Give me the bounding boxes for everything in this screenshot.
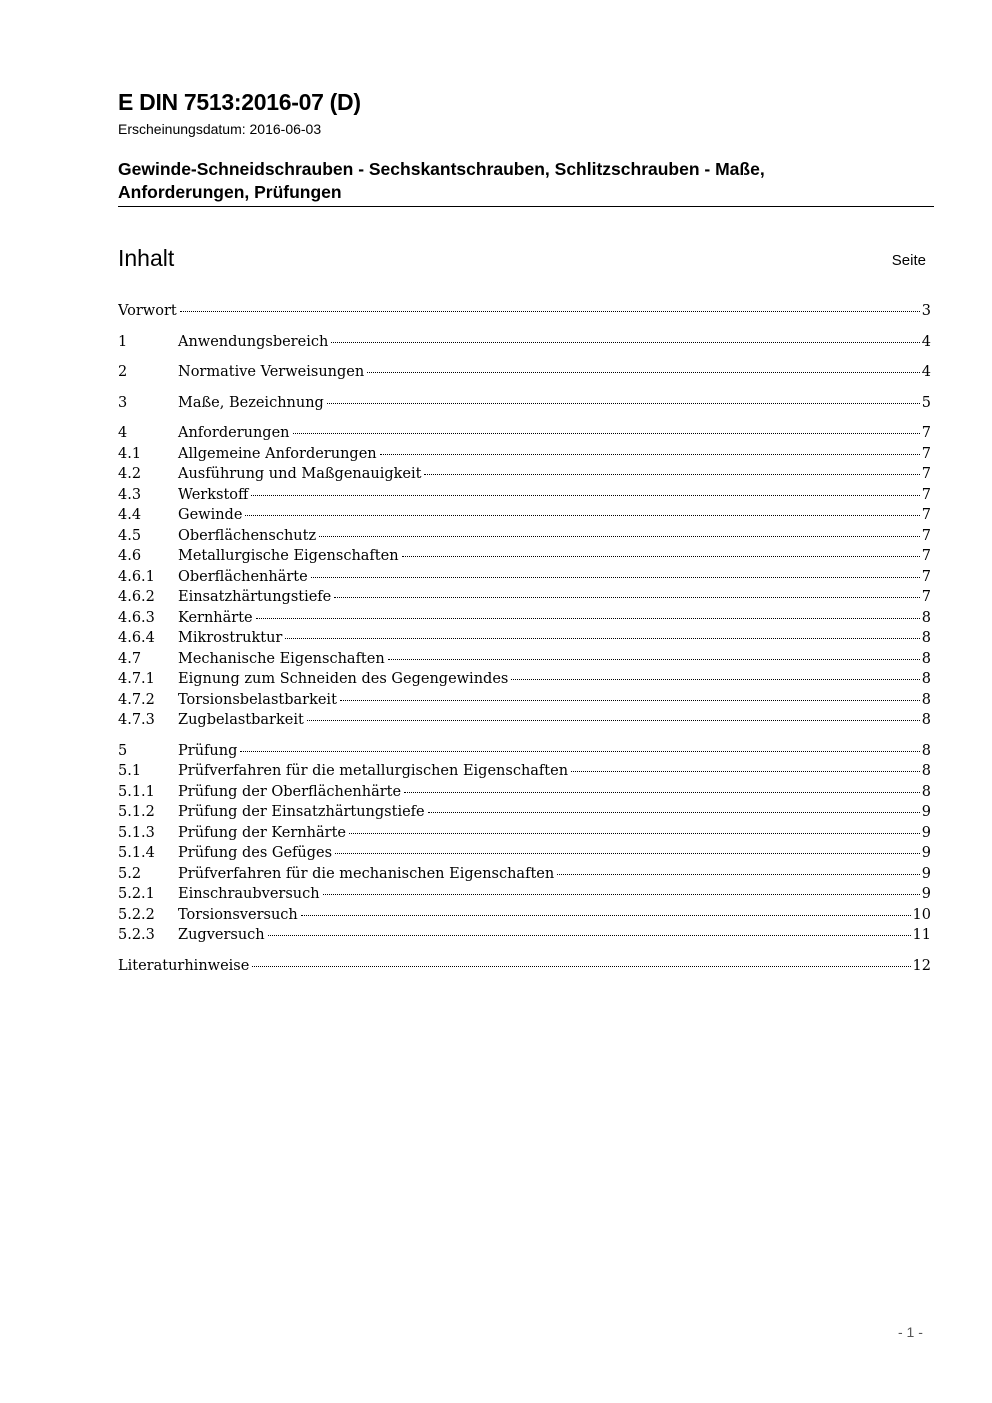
toc-dot-leader xyxy=(251,495,919,496)
toc-entry[interactable] xyxy=(118,782,931,803)
toc-entry-page: 7 xyxy=(921,445,931,462)
toc-dot-leader xyxy=(388,659,920,660)
toc-entry-page: 7 xyxy=(921,527,931,544)
toc-entry-page: 7 xyxy=(921,548,931,564)
toc-entry-number: 1 xyxy=(118,333,128,350)
toc-entry-number: 5.1.4 xyxy=(118,845,155,861)
toc-entry-page: 8 xyxy=(921,763,931,779)
toc-dot-leader xyxy=(334,597,920,598)
document-subtitle: Gewinde-Schneidschrauben - Sechskantschrauben, Schlitzschrauben - Maße, Anforderungen, Prüfungen xyxy=(118,159,765,202)
toc-entry[interactable] xyxy=(118,485,931,506)
toc-entry-page: 7 xyxy=(921,486,931,503)
toc-entry-title: Mikrostruktur xyxy=(178,630,283,646)
toc-entry-number: 4.7.2 xyxy=(118,691,155,708)
toc-entry-title: Zugversuch xyxy=(178,927,265,943)
toc-entry-page: 10 xyxy=(912,906,931,923)
toc-entry[interactable] xyxy=(118,669,931,690)
toc-heading: Inhalt xyxy=(118,245,175,271)
toc-entry[interactable] xyxy=(118,608,931,629)
toc-entry-number: 4.6.2 xyxy=(118,589,155,605)
toc-entry-title: Gewinde xyxy=(178,507,243,523)
toc-entry-title: Prüfung des Gefüges xyxy=(178,845,333,861)
toc-entry-number: 4.6 xyxy=(118,548,142,564)
toc-dot-leader xyxy=(511,679,919,680)
toc-entry-title: Zugbelastbarkeit xyxy=(178,712,304,728)
toc-entry-number: 4.7 xyxy=(118,650,142,667)
toc-entry-number: 5.1 xyxy=(118,763,142,779)
toc-entry-number: 5 xyxy=(118,742,128,759)
toc-entry-title: Literaturhinweise xyxy=(118,957,250,974)
toc-dot-leader xyxy=(307,720,920,721)
toc-entry-number: 4.3 xyxy=(118,486,142,503)
toc-entry-number: 5.1.2 xyxy=(118,804,155,820)
toc-entry-title: Prüfung der Oberflächenhärte xyxy=(178,783,402,800)
toc-entry[interactable] xyxy=(118,802,931,823)
toc-entry-number: 4.7.1 xyxy=(118,671,155,687)
toc-entry-title: Werkstoff xyxy=(178,486,249,503)
toc-entry-title: Einschraubversuch xyxy=(178,886,320,902)
toc-entry-number: 4.1 xyxy=(118,445,142,462)
toc-entry-page: 8 xyxy=(921,742,931,759)
toc-entry-title: Prüfung der Kernhärte xyxy=(178,824,346,841)
toc-entry-title: Normative Verweisungen xyxy=(178,364,365,380)
toc-entry-page: 11 xyxy=(912,927,931,943)
toc-entry-page: 3 xyxy=(921,303,931,319)
toc-entry-title: Prüfung xyxy=(178,742,238,759)
toc-dot-leader xyxy=(557,874,920,875)
toc-entry-page: 7 xyxy=(921,466,931,482)
toc-entry-title: Oberflächenhärte xyxy=(178,568,308,585)
toc-entry[interactable] xyxy=(118,444,931,465)
toc-entry-title: Einsatzhärtungstiefe xyxy=(178,589,332,605)
toc-dot-leader xyxy=(571,771,920,772)
toc-dot-leader xyxy=(327,403,920,404)
toc-entry-number: 4.2 xyxy=(118,466,142,482)
toc-entry-title: Ausführung und Maßgenauigkeit xyxy=(178,466,422,482)
toc-dot-leader xyxy=(367,372,920,373)
toc-entry-title: Anwendungsbereich xyxy=(178,333,329,350)
toc-page-column-label: Seite xyxy=(891,252,926,269)
toc-entry-title: Torsionsversuch xyxy=(178,906,298,923)
toc-entry[interactable] xyxy=(118,956,931,977)
toc-entry-title: Prüfverfahren für die metallurgischen Eigenschaften xyxy=(178,763,569,779)
toc-entry-title: Mechanische Eigenschaften xyxy=(178,650,385,667)
toc-dot-leader xyxy=(268,935,911,936)
toc-entry[interactable] xyxy=(118,649,931,670)
toc-entry[interactable] xyxy=(118,332,931,353)
toc-entry[interactable] xyxy=(118,526,931,547)
toc-entry-number: 4.4 xyxy=(118,507,142,523)
toc-entry-title: Metallurgische Eigenschaften xyxy=(178,548,399,564)
toc-entry[interactable] xyxy=(118,761,931,782)
toc-entry-page: 9 xyxy=(921,886,931,902)
toc-entry-number: 5.1.3 xyxy=(118,824,155,841)
toc-entry[interactable] xyxy=(118,587,931,608)
toc-entry[interactable] xyxy=(118,823,931,844)
toc-entry-page: 8 xyxy=(921,712,931,728)
toc-entry-number: 4.6.4 xyxy=(118,630,155,646)
toc-dot-leader xyxy=(180,311,920,312)
toc-entry-page: 8 xyxy=(921,691,931,708)
toc-entry-number: 4.6.1 xyxy=(118,568,155,585)
toc-entry[interactable] xyxy=(118,362,931,383)
toc-dot-leader xyxy=(252,966,910,967)
toc-entry[interactable] xyxy=(118,546,931,567)
toc-dot-leader xyxy=(340,700,920,701)
toc-entry[interactable] xyxy=(118,741,931,762)
toc-entry-page: 7 xyxy=(921,507,931,523)
toc-dot-leader xyxy=(245,515,919,516)
toc-entry-page: 7 xyxy=(921,568,931,585)
page-number: - 1 - xyxy=(898,1324,923,1340)
toc-entry-page: 4 xyxy=(921,364,931,380)
toc-entry-page: 8 xyxy=(921,609,931,626)
toc-entry-number: 4.5 xyxy=(118,527,142,544)
toc-entry[interactable] xyxy=(118,864,931,885)
toc-entry-number: 3 xyxy=(118,394,128,411)
toc-entry-number: 4.7.3 xyxy=(118,712,155,728)
toc-entry-number: 5.2.2 xyxy=(118,906,155,923)
toc-dot-leader xyxy=(311,577,920,578)
toc-entry-number: 4.6.3 xyxy=(118,609,155,626)
toc-entry[interactable] xyxy=(118,393,931,414)
toc-dot-leader xyxy=(402,556,920,557)
toc-dot-leader xyxy=(293,433,920,434)
toc-entry-title: Vorwort xyxy=(118,303,177,319)
toc-dot-leader xyxy=(349,833,920,834)
toc-entry-page: 9 xyxy=(921,845,931,861)
toc-entry[interactable] xyxy=(118,567,931,588)
toc-entry-page: 7 xyxy=(921,425,931,441)
toc-entry-page: 7 xyxy=(921,589,931,605)
toc-entry-title: Maße, Bezeichnung xyxy=(178,394,324,411)
toc-entry-title: Oberflächenschutz xyxy=(178,527,317,544)
toc-entry[interactable] xyxy=(118,301,931,322)
toc-dot-leader xyxy=(404,792,920,793)
toc-entry-number: 2 xyxy=(118,364,128,380)
toc-entry[interactable] xyxy=(118,905,931,926)
toc-dot-leader xyxy=(319,536,920,537)
document-title: E DIN 7513:2016-07 (D) xyxy=(118,89,361,115)
toc-entry[interactable] xyxy=(118,423,931,444)
toc-entry[interactable] xyxy=(118,505,931,526)
toc-entry-page: 8 xyxy=(921,650,931,667)
toc-entry-page: 12 xyxy=(912,957,931,974)
toc-dot-leader xyxy=(380,454,920,455)
toc-entry-number: 5.1.1 xyxy=(118,783,155,800)
toc-entry-title: Allgemeine Anforderungen xyxy=(178,445,377,462)
toc-dot-leader xyxy=(428,812,920,813)
toc-entry-page: 8 xyxy=(921,783,931,800)
publication-date: Erscheinungsdatum: 2016-06-03 xyxy=(118,121,322,137)
toc-entry[interactable] xyxy=(118,464,931,485)
toc-entry-page: 9 xyxy=(921,804,931,820)
toc-entry-title: Prüfverfahren für die mechanischen Eigenschaften xyxy=(178,865,555,882)
toc-entry-page: 9 xyxy=(921,824,931,841)
toc-dot-leader xyxy=(323,894,920,895)
toc-dot-leader xyxy=(331,342,919,343)
toc-entry-page: 9 xyxy=(921,865,931,882)
toc-entry-title: Eignung zum Schneiden des Gegengewindes xyxy=(178,671,509,687)
toc-dot-leader xyxy=(424,474,919,475)
header-divider xyxy=(118,206,934,207)
toc-entry[interactable] xyxy=(118,628,931,649)
toc-entry[interactable] xyxy=(118,843,931,864)
toc-entry-page: 4 xyxy=(921,333,931,350)
toc-entry-title: Torsionsbelastbarkeit xyxy=(178,691,337,708)
toc-entry-number: 5.2.3 xyxy=(118,927,155,943)
toc-entry-page: 8 xyxy=(921,630,931,646)
toc-dot-leader xyxy=(335,853,920,854)
toc-entry[interactable] xyxy=(118,884,931,905)
toc-entry-title: Anforderungen xyxy=(178,425,290,441)
toc-entry-title: Prüfung der Einsatzhärtungstiefe xyxy=(178,804,425,820)
table-of-contents xyxy=(118,301,931,976)
toc-entry-page: 5 xyxy=(921,394,931,411)
toc-entry-number: 5.2.1 xyxy=(118,886,155,902)
toc-entry-page: 8 xyxy=(921,671,931,687)
toc-dot-leader xyxy=(285,638,919,639)
toc-entry-title: Kernhärte xyxy=(178,609,253,626)
toc-entry-number: 4 xyxy=(118,425,128,441)
toc-dot-leader xyxy=(240,751,919,752)
toc-dot-leader xyxy=(301,915,911,916)
toc-dot-leader xyxy=(256,618,920,619)
toc-entry[interactable] xyxy=(118,925,931,946)
toc-entry[interactable] xyxy=(118,690,931,711)
toc-entry-number: 5.2 xyxy=(118,865,142,882)
toc-entry[interactable] xyxy=(118,710,931,731)
